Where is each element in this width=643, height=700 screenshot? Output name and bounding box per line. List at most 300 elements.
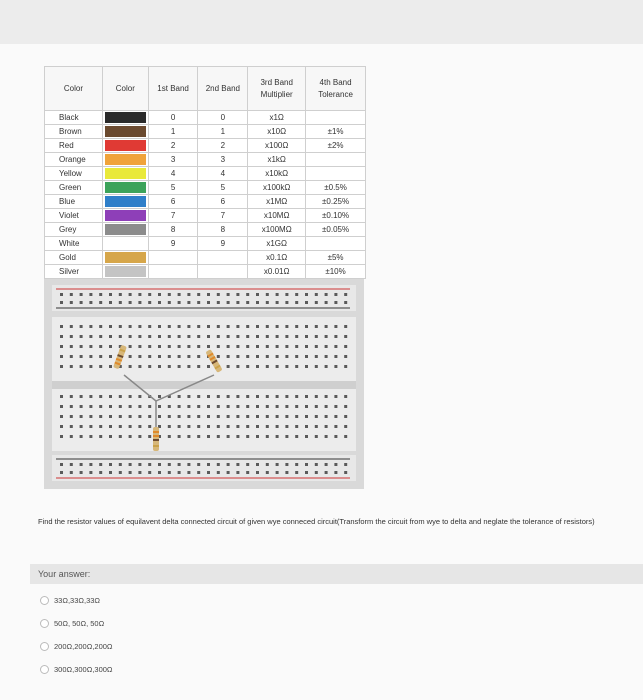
hole: [197, 325, 200, 328]
hole: [276, 435, 279, 438]
hole: [315, 335, 318, 338]
hole: [276, 345, 279, 348]
hole: [266, 405, 269, 408]
hole: [315, 425, 318, 428]
color-row: [45, 153, 366, 167]
hole: [236, 463, 239, 466]
hole: [334, 395, 337, 398]
header-first-band: 1st Band: [148, 67, 198, 111]
swatch-fill: [105, 196, 146, 207]
hole: [197, 365, 200, 368]
hole: [344, 463, 347, 466]
hole: [158, 415, 161, 418]
hole: [344, 395, 347, 398]
hole: [109, 355, 112, 358]
hole: [89, 425, 92, 428]
color-row: [45, 265, 366, 279]
hole: [99, 405, 102, 408]
hole: [285, 405, 288, 408]
multiplier-value: x10kΩ: [248, 167, 306, 181]
hole: [138, 395, 141, 398]
hole: [178, 395, 181, 398]
multiplier-value: x10MΩ: [248, 209, 306, 223]
hole: [295, 345, 298, 348]
hole: [158, 405, 161, 408]
hole: [158, 301, 161, 304]
hole: [256, 293, 259, 296]
first-band-value: [148, 265, 198, 279]
hole: [187, 471, 190, 474]
hole: [207, 425, 210, 428]
hole: [80, 435, 83, 438]
hole: [187, 425, 190, 428]
hole: [80, 463, 83, 466]
hole: [315, 355, 318, 358]
hole: [305, 415, 308, 418]
hole: [334, 325, 337, 328]
hole: [148, 405, 151, 408]
color-swatch: [102, 167, 148, 181]
hole: [168, 415, 171, 418]
swatch-fill: [105, 210, 146, 221]
hole: [276, 293, 279, 296]
hole: [80, 325, 83, 328]
color-row: [45, 167, 366, 181]
hole: [70, 335, 73, 338]
hole: [305, 471, 308, 474]
hole: [325, 345, 328, 348]
answer-option-4[interactable]: [40, 661, 260, 677]
color-row: [45, 139, 366, 153]
hole: [266, 325, 269, 328]
hole: [246, 345, 249, 348]
hole: [285, 395, 288, 398]
hole: [217, 471, 220, 474]
hole: [315, 293, 318, 296]
hole: [276, 301, 279, 304]
hole: [315, 405, 318, 408]
hole: [129, 345, 132, 348]
hole: [266, 301, 269, 304]
hole: [158, 345, 161, 348]
hole: [276, 425, 279, 428]
hole: [285, 335, 288, 338]
hole: [89, 345, 92, 348]
hole: [80, 415, 83, 418]
hole: [60, 325, 63, 328]
hole: [80, 471, 83, 474]
hole: [236, 325, 239, 328]
hole: [256, 435, 259, 438]
hole: [178, 463, 181, 466]
hole: [138, 425, 141, 428]
hole: [70, 405, 73, 408]
hole: [236, 395, 239, 398]
hole: [187, 325, 190, 328]
hole: [256, 335, 259, 338]
hole: [187, 355, 190, 358]
first-band-value: 5: [148, 181, 198, 195]
radio-button[interactable]: [40, 665, 49, 674]
breadboard-circuit-image: [44, 279, 364, 489]
multiplier-value: x1MΩ: [248, 195, 306, 209]
color-row: [45, 125, 366, 139]
hole: [119, 335, 122, 338]
color-name: Black: [45, 111, 103, 125]
hole: [60, 301, 63, 304]
hole: [217, 335, 220, 338]
hole: [344, 471, 347, 474]
hole: [129, 463, 132, 466]
multiplier-value: x0.1Ω: [248, 251, 306, 265]
hole: [285, 301, 288, 304]
first-band-value: 9: [148, 237, 198, 251]
hole: [89, 395, 92, 398]
hole: [129, 395, 132, 398]
hole: [207, 463, 210, 466]
hole: [99, 463, 102, 466]
hole: [295, 405, 298, 408]
hole: [89, 325, 92, 328]
hole: [60, 293, 63, 296]
resistor-color-code-table: [44, 66, 366, 279]
hole: [305, 365, 308, 368]
hole: [70, 355, 73, 358]
hole: [158, 325, 161, 328]
hole: [315, 325, 318, 328]
hole: [178, 345, 181, 348]
hole: [148, 325, 151, 328]
multiplier-value: x0.01Ω: [248, 265, 306, 279]
hole: [158, 471, 161, 474]
hole: [197, 415, 200, 418]
hole: [295, 471, 298, 474]
hole: [236, 293, 239, 296]
color-swatch: [102, 209, 148, 223]
second-band-value: 5: [198, 181, 248, 195]
hole: [246, 355, 249, 358]
hole: [158, 355, 161, 358]
header-multiplier: 3rd Band Multiplier: [248, 67, 306, 111]
hole: [276, 335, 279, 338]
hole: [109, 301, 112, 304]
hole: [246, 425, 249, 428]
hole: [60, 355, 63, 358]
hole: [168, 345, 171, 348]
hole: [256, 395, 259, 398]
hole: [197, 335, 200, 338]
hole: [295, 425, 298, 428]
hole: [344, 425, 347, 428]
hole: [99, 471, 102, 474]
hole: [187, 365, 190, 368]
hole: [178, 355, 181, 358]
hole: [236, 355, 239, 358]
hole: [315, 365, 318, 368]
hole: [266, 463, 269, 466]
hole: [344, 301, 347, 304]
hole: [168, 365, 171, 368]
swatch-fill: [105, 140, 146, 151]
color-name: Yellow: [45, 167, 103, 181]
color-name: Silver: [45, 265, 103, 279]
hole: [305, 463, 308, 466]
color-name: Gold: [45, 251, 103, 265]
second-band-value: 4: [198, 167, 248, 181]
hole: [207, 395, 210, 398]
hole: [129, 471, 132, 474]
color-row: [45, 181, 366, 195]
hole: [80, 335, 83, 338]
option-label: 33Ω,33Ω,33Ω: [54, 595, 101, 605]
hole: [325, 471, 328, 474]
hole: [344, 435, 347, 438]
tolerance-value: ±2%: [306, 139, 366, 153]
hole: [227, 435, 230, 438]
hole: [89, 293, 92, 296]
hole: [315, 345, 318, 348]
hole: [285, 471, 288, 474]
hole: [217, 325, 220, 328]
hole: [207, 405, 210, 408]
hole: [325, 335, 328, 338]
hole: [246, 405, 249, 408]
hole: [315, 463, 318, 466]
hole: [266, 425, 269, 428]
color-swatch: [102, 265, 148, 279]
color-swatch: [102, 153, 148, 167]
radio-button[interactable]: [40, 619, 49, 628]
hole: [334, 425, 337, 428]
color-row: [45, 237, 366, 251]
hole: [276, 365, 279, 368]
swatch-fill: [105, 182, 146, 193]
hole: [227, 365, 230, 368]
hole: [80, 425, 83, 428]
hole: [168, 325, 171, 328]
hole: [138, 463, 141, 466]
tolerance-value: [306, 167, 366, 181]
hole: [256, 325, 259, 328]
hole: [227, 415, 230, 418]
hole: [168, 435, 171, 438]
hole: [119, 325, 122, 328]
option-label: 50Ω, 50Ω, 50Ω: [54, 618, 105, 628]
hole: [197, 471, 200, 474]
hole: [168, 335, 171, 338]
hole: [89, 463, 92, 466]
hole: [60, 365, 63, 368]
hole: [266, 365, 269, 368]
hole: [256, 345, 259, 348]
hole: [285, 365, 288, 368]
hole: [256, 463, 259, 466]
hole: [138, 365, 141, 368]
hole: [325, 301, 328, 304]
hole: [158, 335, 161, 338]
second-band-value: 6: [198, 195, 248, 209]
hole: [80, 405, 83, 408]
color-row: [45, 223, 366, 237]
header-color-swatch: Color: [102, 67, 148, 111]
hole: [60, 425, 63, 428]
hole: [138, 415, 141, 418]
hole: [119, 471, 122, 474]
hole: [60, 395, 63, 398]
swatch-fill: [105, 224, 146, 235]
hole: [236, 365, 239, 368]
hole: [70, 471, 73, 474]
center-channel: [52, 381, 356, 389]
hole: [99, 365, 102, 368]
hole: [187, 395, 190, 398]
hole: [256, 301, 259, 304]
hole: [109, 435, 112, 438]
hole: [285, 463, 288, 466]
first-band-value: 4: [148, 167, 198, 181]
hole: [89, 335, 92, 338]
hole: [89, 365, 92, 368]
hole: [158, 365, 161, 368]
header-color-name: Color: [45, 67, 103, 111]
color-name: Red: [45, 139, 103, 153]
hole: [315, 395, 318, 398]
hole: [187, 405, 190, 408]
hole: [305, 355, 308, 358]
hole: [168, 405, 171, 408]
hole: [60, 345, 63, 348]
hole: [148, 301, 151, 304]
answer-option-3[interactable]: [40, 638, 260, 654]
multiplier-value: x100kΩ: [248, 181, 306, 195]
hole: [158, 463, 161, 466]
hole: [236, 435, 239, 438]
hole: [60, 405, 63, 408]
multiplier-value: x1Ω: [248, 111, 306, 125]
hole: [129, 301, 132, 304]
hole: [197, 405, 200, 408]
hole: [148, 425, 151, 428]
question-text: Find the resistor values of equilavent delta connected circuit of given wye conneced circuit(Transform the circuit from wye to delta and neglate the tolerance of resistors): [38, 517, 595, 526]
hole: [236, 471, 239, 474]
hole: [236, 415, 239, 418]
hole: [168, 425, 171, 428]
color-swatch: [102, 223, 148, 237]
hole: [325, 463, 328, 466]
swatch-fill: [105, 168, 146, 179]
hole: [236, 301, 239, 304]
first-band-value: [148, 251, 198, 265]
hole: [148, 435, 151, 438]
hole: [227, 355, 230, 358]
hole: [305, 395, 308, 398]
first-band-value: 6: [148, 195, 198, 209]
color-name: Violet: [45, 209, 103, 223]
hole: [334, 345, 337, 348]
hole: [344, 325, 347, 328]
multiplier-value: x100Ω: [248, 139, 306, 153]
hole: [178, 425, 181, 428]
hole: [227, 425, 230, 428]
hole: [70, 415, 73, 418]
hole: [207, 301, 210, 304]
hole: [99, 435, 102, 438]
option-label: 300Ω,300Ω,300Ω: [54, 664, 113, 674]
hole: [334, 365, 337, 368]
hole: [285, 435, 288, 438]
hole: [227, 325, 230, 328]
first-band-value: 8: [148, 223, 198, 237]
hole: [178, 325, 181, 328]
hole: [60, 463, 63, 466]
hole: [256, 355, 259, 358]
hole: [334, 471, 337, 474]
hole: [187, 435, 190, 438]
hole: [168, 463, 171, 466]
hole: [295, 335, 298, 338]
hole: [246, 293, 249, 296]
answer-option-2[interactable]: [40, 615, 260, 631]
hole: [129, 335, 132, 338]
hole: [119, 435, 122, 438]
hole: [138, 471, 141, 474]
hole: [158, 293, 161, 296]
hole: [315, 301, 318, 304]
radio-button[interactable]: [40, 596, 49, 605]
hole: [178, 471, 181, 474]
hole: [207, 365, 210, 368]
hole: [197, 293, 200, 296]
hole: [178, 365, 181, 368]
header-tolerance: 4th Band Tolerance: [306, 67, 366, 111]
hole: [334, 301, 337, 304]
hole: [325, 435, 328, 438]
hole: [138, 293, 141, 296]
hole: [109, 415, 112, 418]
hole: [315, 471, 318, 474]
hole: [227, 301, 230, 304]
hole: [276, 471, 279, 474]
hole: [285, 355, 288, 358]
hole: [217, 463, 220, 466]
hole: [246, 463, 249, 466]
hole: [295, 355, 298, 358]
hole: [325, 355, 328, 358]
answer-option-1[interactable]: [40, 592, 260, 608]
hole: [80, 355, 83, 358]
hole: [217, 395, 220, 398]
hole: [119, 405, 122, 408]
hole: [344, 365, 347, 368]
hole: [246, 435, 249, 438]
hole: [227, 293, 230, 296]
tolerance-value: [306, 237, 366, 251]
hole: [325, 325, 328, 328]
swatch-fill: [105, 112, 146, 123]
hole: [305, 325, 308, 328]
option-label: 200Ω,200Ω,200Ω: [54, 641, 113, 651]
hole: [197, 425, 200, 428]
hole: [138, 325, 141, 328]
hole: [246, 301, 249, 304]
color-row: [45, 209, 366, 223]
radio-button[interactable]: [40, 642, 49, 651]
hole: [168, 301, 171, 304]
hole: [60, 435, 63, 438]
hole: [119, 425, 122, 428]
your-answer-label: Your answer:: [30, 564, 643, 584]
second-band-value: 3: [198, 153, 248, 167]
